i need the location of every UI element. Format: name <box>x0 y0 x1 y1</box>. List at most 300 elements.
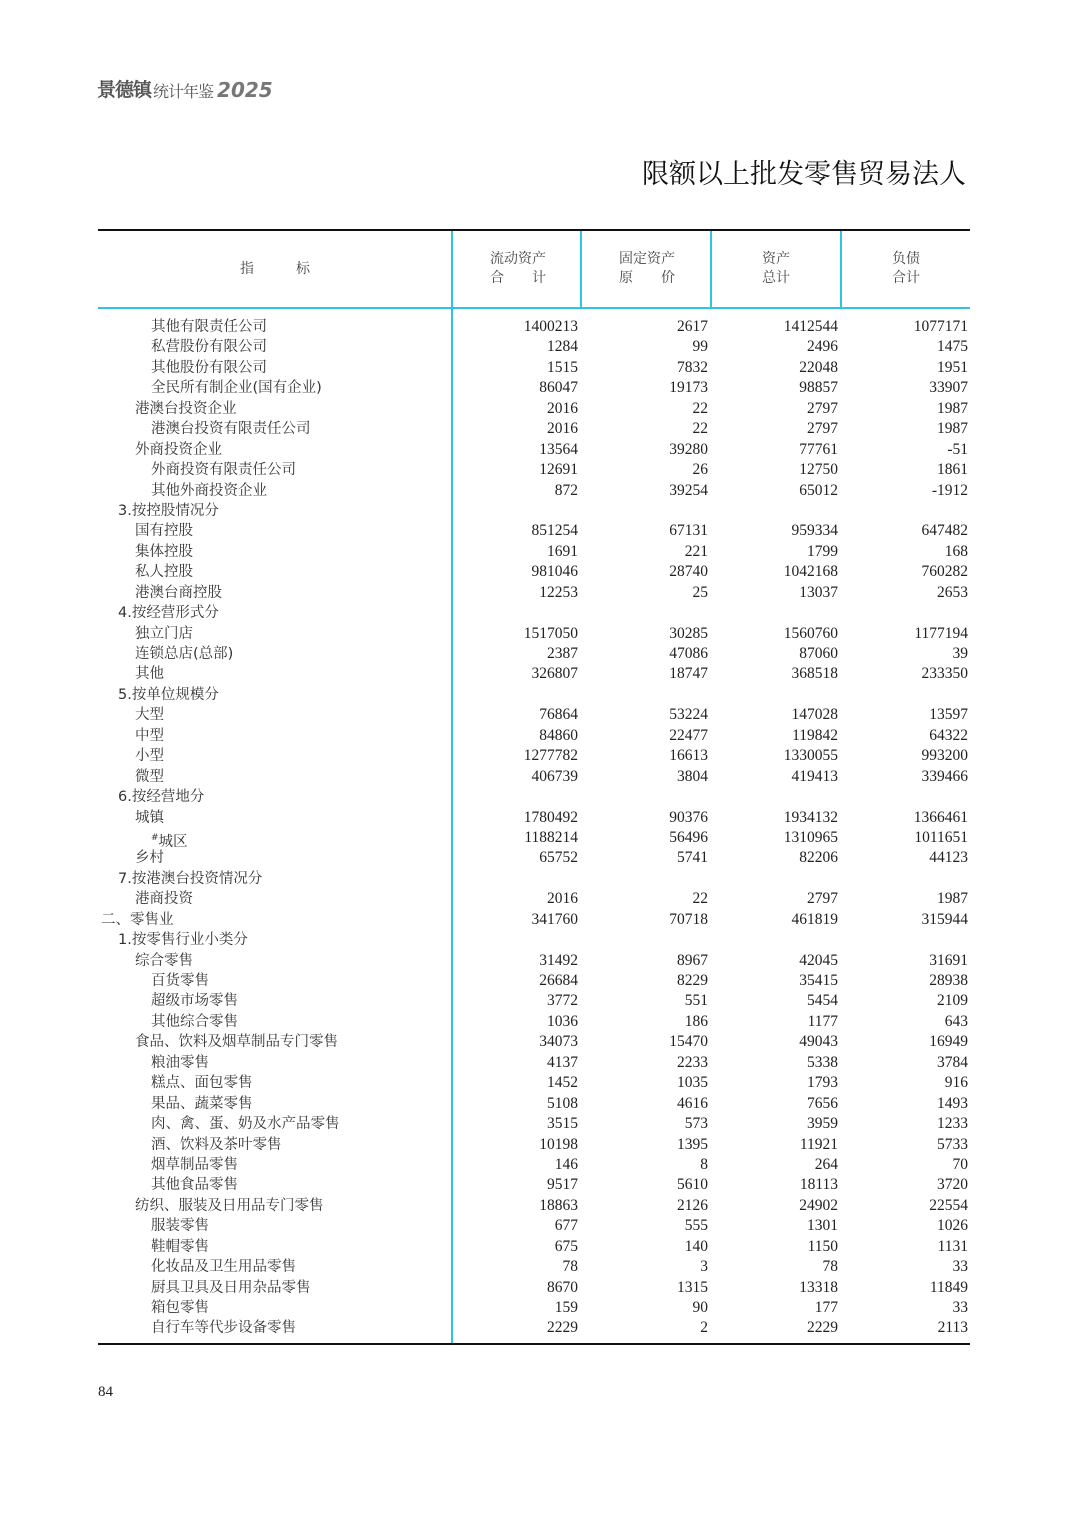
row-label <box>151 1237 209 1257</box>
cell-value: 33 <box>952 1299 968 1316</box>
table-row <box>98 726 970 746</box>
cell-value: 981046 <box>531 563 578 581</box>
row-label <box>151 460 296 480</box>
table-row <box>98 1318 970 1338</box>
cell-value: 8 <box>700 1155 708 1173</box>
cell-value: 1560760 <box>783 624 838 642</box>
brand-year: 2025 <box>217 78 273 102</box>
row-label-text: 7.按港澳台投资情况分 <box>118 870 263 887</box>
cell-value: 39280 <box>669 440 708 458</box>
cell-value: 49043 <box>799 1033 838 1051</box>
row-label-text: 连锁总店(总部) <box>135 646 234 662</box>
row-label-text: 化妆品及卫生用品零售 <box>151 1259 296 1276</box>
row-label <box>118 787 204 807</box>
data-table <box>98 229 970 1345</box>
row-label-text: 超级市场零售 <box>151 993 238 1010</box>
cell-value: 78 <box>822 1258 838 1276</box>
row-label-text: 私营股份有限公司 <box>151 339 267 356</box>
row-label-text: 城镇 <box>135 809 164 826</box>
table-row <box>98 848 970 868</box>
cell-value: 39 <box>952 645 968 662</box>
table-row <box>98 542 970 562</box>
cell-value: 87060 <box>799 645 838 662</box>
row-label-text: 港澳台投资企业 <box>135 400 237 417</box>
cell-value: 39254 <box>669 481 708 499</box>
row-label-text: 独立门店 <box>135 625 193 642</box>
row-label <box>151 1155 238 1175</box>
cell-value: 1284 <box>547 338 578 356</box>
row-label-text: 自行车等代步设备零售 <box>151 1320 296 1337</box>
cell-value: 1011651 <box>914 828 968 846</box>
cell-value: 1517050 <box>523 624 578 642</box>
table-row <box>98 1237 970 1257</box>
row-label <box>151 991 238 1011</box>
cell-value: 140 <box>684 1237 708 1255</box>
cell-value: 315944 <box>921 910 968 928</box>
cell-value: 1493 <box>937 1094 968 1112</box>
cell-value: 44123 <box>929 849 968 867</box>
cell-value: 186 <box>684 1012 708 1030</box>
table-row <box>98 583 970 603</box>
row-label-text: 烟草制品零售 <box>151 1156 238 1173</box>
cell-value: 13318 <box>799 1278 838 1296</box>
table-row <box>98 685 970 705</box>
cell-value: 65012 <box>799 481 838 499</box>
row-label <box>151 1278 311 1298</box>
cell-value: 1315 <box>677 1278 708 1296</box>
row-label-text: 果品、蔬菜零售 <box>151 1095 253 1112</box>
row-label-text: 二、零售业 <box>101 911 174 928</box>
cell-value: 4137 <box>547 1053 578 1071</box>
cell-value: 90 <box>692 1299 708 1316</box>
row-label <box>135 767 164 787</box>
cell-value: 35415 <box>799 972 838 989</box>
table-row <box>98 889 970 909</box>
table-row <box>98 1196 970 1216</box>
table-row <box>98 1114 970 1134</box>
table-row <box>98 1135 970 1155</box>
cell-value: 2797 <box>807 399 838 417</box>
row-label <box>151 1216 209 1236</box>
table-row <box>98 1155 970 1175</box>
row-label <box>151 481 267 501</box>
cell-value: 13564 <box>539 440 578 458</box>
table-row <box>98 521 970 541</box>
row-label <box>151 1073 253 1093</box>
cell-value: 2229 <box>547 1319 578 1337</box>
cell-value: 90376 <box>669 808 708 826</box>
row-label-text: 集体控股 <box>135 543 193 560</box>
header-current-assets: 流动资产 合 计 <box>490 251 546 286</box>
cell-value: 368518 <box>791 665 838 683</box>
cell-value: 67131 <box>669 522 708 540</box>
cell-value: 84860 <box>539 726 578 744</box>
table-row <box>98 1073 970 1093</box>
row-label-text: 5.按单位规模分 <box>118 686 219 703</box>
row-label-text: 微型 <box>135 768 164 785</box>
cell-value: 31691 <box>929 951 968 969</box>
cell-value: 1131 <box>937 1237 968 1255</box>
cell-value: 12691 <box>539 461 578 479</box>
row-label <box>151 317 267 337</box>
table-row <box>98 337 970 357</box>
table-row <box>98 358 970 378</box>
row-label-text: 酒、饮料及茶叶零售 <box>151 1136 282 1153</box>
cell-value: 5741 <box>677 849 708 867</box>
cell-value: 5733 <box>937 1135 968 1153</box>
cell-value: 264 <box>814 1155 838 1173</box>
table-row <box>98 869 970 889</box>
cell-value: 993200 <box>921 747 968 765</box>
cell-value: 30285 <box>669 624 708 642</box>
row-label <box>135 440 222 460</box>
header-total-liabilities: 负债 合计 <box>892 251 920 286</box>
row-label-text: 中型 <box>135 727 164 744</box>
brand-book: 统计年鉴 <box>153 82 214 101</box>
cell-value: 5108 <box>547 1094 578 1112</box>
table-row <box>98 910 970 930</box>
cell-value: 7832 <box>677 358 708 376</box>
cell-value: 1861 <box>937 461 968 479</box>
cell-value: 1233 <box>937 1115 968 1133</box>
table-row <box>98 705 970 725</box>
row-label <box>135 1196 324 1216</box>
row-label-text: 外商投资有限责任公司 <box>151 462 296 479</box>
cell-value: 1412544 <box>783 318 838 335</box>
cell-value: 2233 <box>677 1053 708 1071</box>
cell-value: 33 <box>952 1258 968 1276</box>
row-label <box>135 664 164 684</box>
row-label-text: 港商投资 <box>135 891 193 908</box>
row-label <box>151 419 311 439</box>
row-label <box>118 930 248 950</box>
column-divider <box>710 231 712 307</box>
row-label <box>151 1318 296 1338</box>
row-label <box>151 337 267 357</box>
cell-value: 5338 <box>807 1053 838 1071</box>
cell-value: 2797 <box>807 890 838 908</box>
row-label-text: 箱包零售 <box>151 1300 209 1316</box>
cell-value: 2496 <box>807 338 838 356</box>
table-row <box>98 624 970 644</box>
cell-value: 1301 <box>807 1217 838 1235</box>
row-label <box>135 746 164 766</box>
cell-value: 573 <box>684 1115 708 1133</box>
cell-value: 10198 <box>539 1135 578 1153</box>
cell-value: 461819 <box>791 910 838 928</box>
cell-value: 1366461 <box>913 808 968 826</box>
row-label-text: 1.按零售行业小类分 <box>118 932 248 949</box>
row-label-text: 纺织、服装及日用品专门零售 <box>135 1197 324 1214</box>
cell-value: 7656 <box>807 1094 838 1112</box>
cell-value: 419413 <box>791 767 838 785</box>
cell-value: 1400213 <box>523 318 578 335</box>
row-label-text: 糕点、面包零售 <box>151 1075 253 1092</box>
cell-value: 2016 <box>547 399 578 417</box>
row-label <box>135 542 193 562</box>
cell-value: 159 <box>554 1299 578 1316</box>
row-label-text: 肉、禽、蛋、奶及水产品零售 <box>151 1116 340 1133</box>
table-row <box>98 1175 970 1195</box>
cell-value: 26 <box>692 461 708 479</box>
row-label <box>135 808 164 828</box>
table-row <box>98 808 970 828</box>
cell-value: 177 <box>814 1299 838 1316</box>
row-label <box>151 1012 238 1032</box>
row-label <box>151 1114 340 1134</box>
cell-value: 643 <box>944 1012 968 1030</box>
row-label-text: 百货零售 <box>151 973 209 989</box>
header-indicator: 指 标 <box>240 260 310 277</box>
cell-value: 98857 <box>799 379 838 397</box>
cell-value: 31492 <box>539 951 578 969</box>
row-label-text: 3.按控股情况分 <box>118 502 219 519</box>
row-label-text: 大型 <box>135 707 164 724</box>
table-row <box>98 787 970 807</box>
cell-value: 1036 <box>547 1012 578 1030</box>
cell-value: 65752 <box>539 849 578 867</box>
cell-value: 78 <box>562 1258 578 1276</box>
cell-value: 9517 <box>547 1176 578 1194</box>
row-label <box>135 726 164 746</box>
cell-value: 1310965 <box>783 828 838 846</box>
column-divider <box>840 231 842 307</box>
cell-value: 1691 <box>547 542 578 560</box>
cell-value: 22554 <box>929 1196 968 1214</box>
cell-value: 339466 <box>921 767 968 785</box>
cell-value: 851254 <box>531 522 578 540</box>
table-row <box>98 664 970 684</box>
page-title: 限额以上批发零售贸易法人 <box>642 159 966 190</box>
cell-value: 28938 <box>929 972 968 989</box>
row-label-text: 全民所有制企业(国有企业) <box>151 380 322 397</box>
cell-value: 675 <box>554 1237 578 1255</box>
cell-value: 3515 <box>547 1115 578 1133</box>
cell-value: 5610 <box>677 1176 708 1194</box>
table-row <box>98 971 970 991</box>
cell-value: 1987 <box>937 399 968 417</box>
row-label-text: 乡村 <box>135 850 164 867</box>
cell-value: 2126 <box>677 1196 708 1214</box>
row-label-text: 其他 <box>135 666 164 683</box>
table-row <box>98 1278 970 1298</box>
table-row <box>98 991 970 1011</box>
table-row <box>98 1298 970 1318</box>
cell-value: 677 <box>554 1217 578 1235</box>
row-label <box>151 1257 296 1277</box>
row-label-text: 6.按经营地分 <box>118 789 205 806</box>
table-row <box>98 746 970 766</box>
row-label-text: 港澳台投资有限责任公司 <box>151 421 311 438</box>
table-row <box>98 644 970 664</box>
cell-value: 3959 <box>807 1115 838 1133</box>
table-row <box>98 1032 970 1052</box>
row-label <box>151 1135 282 1155</box>
row-label <box>135 1032 338 1052</box>
table-row <box>98 767 970 787</box>
cell-value: 3784 <box>937 1053 968 1071</box>
cell-value: 19173 <box>669 379 708 397</box>
row-label <box>151 378 322 398</box>
table-row <box>98 1257 970 1277</box>
cell-value: 16613 <box>669 747 708 765</box>
cell-value: 3720 <box>937 1176 968 1194</box>
cell-value: 1395 <box>677 1135 708 1153</box>
cell-value: 2016 <box>547 420 578 438</box>
row-label <box>101 910 174 930</box>
cell-value: 1780492 <box>523 808 578 826</box>
cell-value: 4616 <box>677 1094 708 1112</box>
cell-value: 12750 <box>799 461 838 479</box>
table-row <box>98 440 970 460</box>
row-label <box>135 399 237 419</box>
cell-value: 2617 <box>677 318 708 335</box>
cell-value: 2113 <box>937 1319 968 1337</box>
cell-value: 1177194 <box>914 624 968 642</box>
cell-value: 22048 <box>799 358 838 376</box>
cell-value: -1912 <box>931 481 968 499</box>
cell-value: 2016 <box>547 890 578 908</box>
cell-value: 1987 <box>937 890 968 908</box>
row-label-text: 服装零售 <box>151 1218 209 1235</box>
cell-value: 1452 <box>547 1074 578 1092</box>
row-label <box>135 889 193 909</box>
cell-value: 1277782 <box>523 747 578 765</box>
cell-value: 42045 <box>799 951 838 969</box>
row-label <box>135 848 164 868</box>
table-row <box>98 481 970 501</box>
cell-value: 2 <box>700 1319 708 1337</box>
cell-value: 70718 <box>669 910 708 928</box>
cell-value: 22 <box>692 399 708 417</box>
row-label-text: 其他有限责任公司 <box>151 319 267 335</box>
table-bottom-rule <box>98 1343 970 1345</box>
cell-value: 959334 <box>791 522 838 540</box>
cell-value: 1150 <box>807 1237 838 1255</box>
row-label <box>151 971 209 991</box>
cell-value: 12253 <box>539 583 578 601</box>
cell-value: 22 <box>692 890 708 908</box>
cell-value: 28740 <box>669 563 708 581</box>
cell-value: 5454 <box>807 992 838 1010</box>
table-row <box>98 1216 970 1236</box>
cell-value: 1177 <box>807 1012 838 1030</box>
row-label <box>135 521 193 541</box>
row-label <box>135 644 233 664</box>
cell-value: 760282 <box>921 563 968 581</box>
row-label <box>135 624 193 644</box>
cell-value: 147028 <box>791 706 838 724</box>
cell-value: 11921 <box>799 1135 838 1153</box>
cell-value: 1799 <box>807 542 838 560</box>
cell-value: 2653 <box>937 583 968 601</box>
cell-value: 25 <box>692 583 708 601</box>
cell-value: 47086 <box>669 645 708 662</box>
cell-value: 18747 <box>669 665 708 683</box>
cell-value: 16949 <box>929 1033 968 1051</box>
cell-value: 1475 <box>937 338 968 356</box>
cell-value: 341760 <box>531 910 578 928</box>
brand-city: 景德镇 <box>97 79 152 101</box>
row-label-text: 4.按经营形式分 <box>118 605 219 622</box>
row-label-text: 厨具卫具及日用杂品零售 <box>151 1279 311 1296</box>
table-row <box>98 317 970 337</box>
table-row <box>98 460 970 480</box>
cell-value: 8967 <box>677 951 708 969</box>
row-label <box>135 562 193 582</box>
cell-value: 2387 <box>547 645 578 662</box>
row-label <box>118 869 262 889</box>
row-label <box>151 358 267 378</box>
cell-value: 18113 <box>799 1176 838 1194</box>
cell-value: 56496 <box>669 828 708 846</box>
cell-value: 15470 <box>669 1033 708 1051</box>
table-row <box>98 930 970 950</box>
cell-value: 22477 <box>669 726 708 744</box>
cell-value: 8229 <box>677 972 708 989</box>
row-label <box>118 603 219 623</box>
row-label <box>151 1175 238 1195</box>
cell-value: 2797 <box>807 420 838 438</box>
cell-value: 3772 <box>547 992 578 1010</box>
row-label-text: 城区 <box>158 833 188 850</box>
cell-value: 70 <box>952 1155 968 1173</box>
cell-value: 2229 <box>807 1319 838 1337</box>
cell-value: 1951 <box>937 358 968 376</box>
table-row <box>98 1053 970 1073</box>
cell-value: 76864 <box>539 706 578 724</box>
cell-value: 82206 <box>799 849 838 867</box>
cell-value: 168 <box>944 542 968 560</box>
cell-value: 872 <box>554 481 578 499</box>
cell-value: 18863 <box>539 1196 578 1214</box>
row-label <box>151 1094 253 1114</box>
cell-value: 647482 <box>921 522 968 540</box>
row-label <box>135 705 164 725</box>
cell-value: 33907 <box>929 379 968 397</box>
row-label <box>118 685 219 705</box>
row-label-text: 私人控股 <box>135 564 193 581</box>
table-body <box>98 309 970 1339</box>
cell-value: -51 <box>947 440 968 458</box>
row-label-text: 港澳台商控股 <box>135 584 222 601</box>
table-row <box>98 378 970 398</box>
table-row <box>98 1012 970 1032</box>
cell-value: 406739 <box>531 767 578 785</box>
cell-value: 1934132 <box>783 808 838 826</box>
cell-value: 1035 <box>677 1074 708 1092</box>
table-row <box>98 1094 970 1114</box>
cell-value: 1042168 <box>783 563 838 581</box>
cell-value: 26684 <box>539 972 578 989</box>
cell-value: 53224 <box>669 706 708 724</box>
column-divider <box>580 231 582 307</box>
cell-value: 11849 <box>929 1278 968 1296</box>
cell-value: 1026 <box>937 1217 968 1235</box>
table-row <box>98 603 970 623</box>
header-fixed-assets: 固定资产 原 价 <box>619 251 675 286</box>
cell-value: 13037 <box>799 583 838 601</box>
row-label-text: 国有控股 <box>135 523 193 540</box>
table-row <box>98 399 970 419</box>
row-label-text: 其他综合零售 <box>151 1013 238 1030</box>
row-label-text: 外商投资企业 <box>135 441 222 458</box>
cell-value: 99 <box>692 338 708 356</box>
row-label-text: 其他股份有限公司 <box>151 359 267 376</box>
cell-value: 1515 <box>547 358 578 376</box>
cell-value: 13597 <box>929 706 968 724</box>
cell-value: 64322 <box>929 726 968 744</box>
